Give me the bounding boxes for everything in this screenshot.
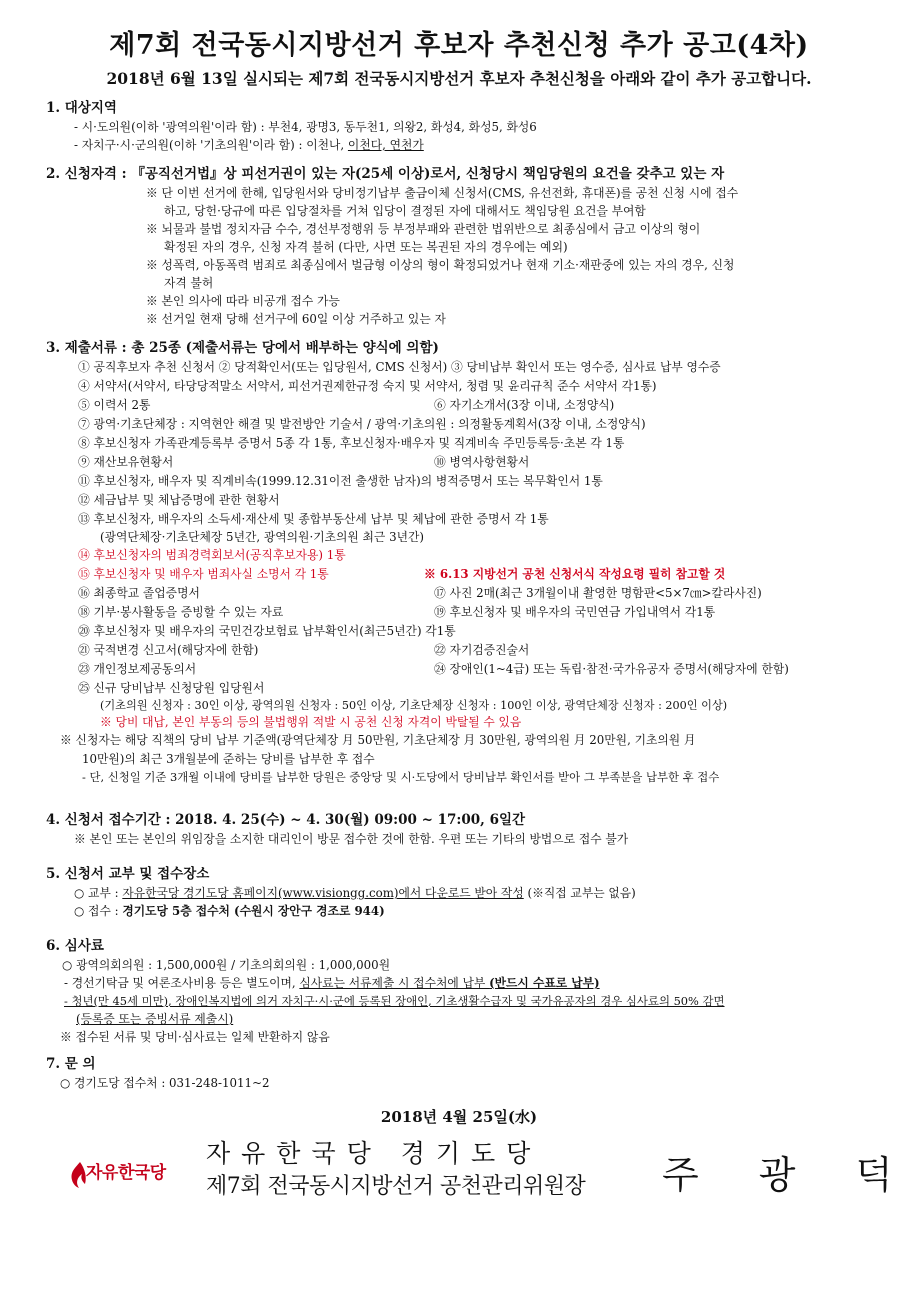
contact-line: ○ 경기도당 접수처 : 031-248-1011~2 bbox=[60, 1076, 270, 1090]
place-label: ○ 교부 : bbox=[74, 886, 123, 900]
eligibility-note-3: ※ 성폭력, 아동폭력 범죄로 최종심에서 벌금형 이상의 형이 확정되었거나 현재 기소·재판중에 있는 자의 경우, 신청 bbox=[146, 258, 735, 272]
doc-warning-note: ※ 6.13 지방선거 공천 신청서식 작성요령 필히 참고할 것 bbox=[424, 567, 726, 581]
doc-row-8: ⑫ 세금납부 및 체납증명에 관한 현황서 bbox=[78, 493, 280, 507]
eligibility-note-4: ※ 본인 의사에 따라 비공개 접수 가능 bbox=[146, 294, 340, 308]
doc-row-11 bbox=[46, 565, 896, 584]
doc-row-17-warning: ※ 당비 대납, 본인 부동의 등의 불법행위 적발 시 공천 신청 자격이 박탈될 수 있음 bbox=[100, 715, 522, 729]
doc-row-9: ⑬ 후보신청자, 배우자의 소득세·재산세 및 종합부동산세 납부 및 체납에 관한 증명서 각 1통 bbox=[78, 512, 549, 526]
page-subtitle: 2018년 6월 13일 실시되는 제7회 전국동시지방선거 후보자 추천신청을 아래와 같이 추가 공고합니다. bbox=[106, 69, 812, 88]
eligibility-note-2-cont: 확정된 자의 경우, 신청 자격 불허 (다만, 사면 또는 복권된 자의 경우에는 예외) bbox=[164, 240, 568, 254]
section-contact bbox=[46, 1054, 896, 1092]
doc-item: ⑱ 기부·봉사활동을 증빙할 수 있는 자료 bbox=[78, 605, 284, 619]
page-title: 제7회 전국동시지방선거 후보자 추천신청 추가 공고(4차) bbox=[109, 30, 809, 61]
fee-payment-emphasis: (반드시 수표로 납부) bbox=[489, 976, 600, 990]
target-local-underlined: 이천다, 연천가 bbox=[347, 138, 424, 152]
doc-row-4: ⑦ 광역·기초단체장 : 지역현안 해결 및 발전방안 기술서 / 광역·기초의원 : 의정활동계획서(3장 이내, 소정양식) bbox=[78, 417, 646, 431]
place-note: (※직접 교부는 없음) bbox=[523, 886, 636, 900]
fee-discount-cont: (등록증 또는 증빙서류 제출시) bbox=[76, 1012, 234, 1026]
doc-row-17: ㉕ 신규 당비납부 신청당원 입당원서 bbox=[78, 681, 265, 695]
doc-item: ㉓ 개인정보제공동의서 bbox=[78, 662, 197, 676]
fee-note-1: ※ 신청자는 해당 직책의 당비 납부 기준액(광역단체장 月 50만원, 기초단체장 月 30만원, 광역의원 月 20만원, 기초의원 月 bbox=[60, 733, 696, 747]
doc-row-10: ⑭ 후보신청자의 범죄경력회보서(공직후보자용) 1통 bbox=[78, 548, 346, 562]
doc-item: ㉒ 자기검증진술서 bbox=[434, 643, 530, 657]
doc-row-1: ① 공직후보자 추천 신청서 ② 당적확인서(또는 입당원서, CMS 신청서) ③ 당비납부 확인서 또는 영수증, 심사료 납부 영수증 bbox=[78, 360, 721, 374]
party-logo bbox=[66, 1158, 206, 1194]
doc-item: ⑯ 최종학교 졸업증명서 bbox=[78, 586, 200, 600]
doc-row-17-cont: (기초의원 신청자 : 30인 이상, 광역의원 신청자 : 50인 이상, 기초단체장 신청자 : 100인 이상, 광역단체장 신청자 : 200인 이상) bbox=[100, 699, 728, 712]
doc-item: ⑤ 이력서 2통 bbox=[78, 398, 151, 412]
target-line-provincial: - 시·도의원(이하 '광역의원'이라 함) : 부천4, 광명3, 동두천1, 의왕2, 화성4, 화성5, 화성6 bbox=[74, 120, 537, 134]
doc-row-9-cont: (광역단체장·기초단체장 5년간, 광역의원·기초의원 최근 3년간) bbox=[100, 530, 424, 544]
doc-row-3 bbox=[46, 396, 896, 415]
signer-name: 주 광 덕 bbox=[662, 1153, 917, 1197]
doc-item: ㉑ 국적변경 신고서(해당자에 한함) bbox=[78, 643, 259, 657]
fee-payment-text: - 경선기탁금 및 여론조사비용 등은 별도이며, bbox=[64, 976, 300, 990]
section-documents bbox=[46, 338, 896, 787]
section-title: 7. 문 의 bbox=[46, 1056, 96, 1072]
place-reception-text: 경기도당 5층 접수처 (수원시 장안구 경조로 944) bbox=[122, 904, 385, 918]
doc-item: ⑮ 후보신청자 및 배우자 범죄사실 소명서 각 1통 bbox=[78, 567, 329, 581]
fee-payment-underlined: 심사료는 서류제출 시 접수처에 납부 bbox=[299, 976, 490, 990]
eligibility-note-2: ※ 뇌물과 불법 정치자금 수수, 경선부정행위 등 부정부패와 관련한 법위반으로 최종심에서 금고 이상의 형이 bbox=[146, 222, 701, 236]
place-reception bbox=[46, 902, 896, 920]
section-title: 4. 신청서 접수기간 : 2018. 4. 25(수) ~ 4. 30(월) 09:00 ~ 17:00, 6일간 bbox=[46, 812, 526, 828]
fee-discount: - 청년(만 45세 미만), 장애인복지법에 의거 자치구·시·군에 등록된 장애인, 기초생활수급자 및 국가유공자의 경우 심사료의 50% 감면 bbox=[64, 994, 725, 1008]
section-eligibility bbox=[46, 164, 896, 328]
doc-item: ⑨ 재산보유현황서 bbox=[78, 455, 174, 469]
torch-icon bbox=[66, 1160, 88, 1190]
section-title: 3. 제출서류 : 총 25종 (제출서류는 당에서 배부하는 양식에 의함) bbox=[46, 340, 439, 356]
doc-row-15 bbox=[46, 641, 896, 660]
doc-item: ⑥ 자기소개서(3장 이내, 소정양식) bbox=[434, 398, 615, 412]
eligibility-note-5: ※ 선거일 현재 당해 선거구에 60일 이상 거주하고 있는 자 bbox=[146, 312, 446, 326]
place-distribution-text: 자유한국당 경기도당 홈페이지(www.visiongg.com)에서 다운로드 받아 작성 bbox=[122, 886, 524, 900]
committee-name: 제7회 전국동시지방선거 공천관리위원장 bbox=[206, 1174, 586, 1199]
fee-note-2: - 단, 신청일 기준 3개월 이내에 당비를 납부한 당원은 중앙당 및 시·도당에서 당비납부 확인서를 받아 그 부족분을 납부한 후 접수 bbox=[82, 770, 720, 784]
target-local-text: - 자치구·시·군의원(이하 '기초의원'이라 함) : 이천나, bbox=[74, 138, 348, 152]
section-target-area bbox=[46, 98, 896, 154]
doc-row-13 bbox=[46, 603, 896, 622]
doc-row-7: ⑪ 후보신청자, 배우자 및 직계비속(1999.12.31이전 출생한 남자)의 병적증명서 또는 복무확인서 1통 bbox=[78, 474, 603, 488]
section-title: 2. 신청자격 : 『공직선거법』상 피선거권이 있는 자(25세 이상)로서, 신청당시 책임당원의 요건을 갖추고 있는 자 bbox=[46, 166, 725, 182]
period-note: ※ 본인 또는 본인의 위임장을 소지한 대리인이 방문 접수한 것에 한함. 우편 또는 기타의 방법으로 접수 불가 bbox=[74, 832, 629, 846]
doc-item: ⑰ 사진 2매(최근 3개월이내 촬영한 명함판<5×7㎝>칼라사진) bbox=[434, 586, 762, 600]
section-title: 6. 심사료 bbox=[46, 938, 104, 954]
doc-row-14: ⑳ 후보신청자 및 배우자의 국민건강보험료 납부확인서(최근5년간) 각1통 bbox=[78, 624, 456, 638]
section-fee bbox=[46, 936, 896, 1046]
target-line-local bbox=[46, 136, 896, 154]
section-title: 5. 신청서 교부 및 접수장소 bbox=[46, 866, 210, 882]
fee-refund-note: ※ 접수된 서류 및 당비·심사료는 일체 반환하지 않음 bbox=[60, 1030, 330, 1044]
doc-row-2: ④ 서약서(서약서, 타당당적말소 서약서, 피선거권제한규정 숙지 및 서약서, 청렴 및 윤리규칙 준수 서약서 각1통) bbox=[78, 379, 657, 393]
section-place bbox=[46, 864, 896, 920]
doc-row-5: ⑧ 후보신청자 가족관계등록부 증명서 5종 각 1통, 후보신청자·배우자 및 직계비속 주민등록등·초본 각 1통 bbox=[78, 436, 625, 450]
eligibility-note-1: ※ 단 이번 선거에 한해, 입당원서와 당비정기납부 출금이체 신청서(CMS, 유선전화, 휴대폰)를 공천 신청 시에 접수 bbox=[146, 186, 739, 200]
doc-row-16 bbox=[46, 660, 896, 679]
doc-item: ㉔ 장애인(1~4급) 또는 독립·참전·국가유공자 증명서(해당자에 한함) bbox=[434, 662, 789, 676]
place-distribution bbox=[46, 884, 896, 902]
fee-payment bbox=[46, 974, 896, 992]
doc-item: ⑩ 병역사항현황서 bbox=[434, 455, 530, 469]
party-logo-text: 자유한국당 bbox=[86, 1163, 166, 1183]
doc-row-12 bbox=[46, 584, 896, 603]
eligibility-note-3-cont: 자격 불허 bbox=[164, 276, 214, 290]
fee-amounts: ○ 광역의회의원 : 1,500,000원 / 기초의회의원 : 1,000,000원 bbox=[62, 958, 391, 972]
place-label: ○ 접수 : bbox=[74, 904, 123, 918]
fee-note-1-cont: 10만원)의 최근 3개월분에 준하는 당비를 납부한 후 접수 bbox=[82, 752, 375, 766]
doc-item: ⑲ 후보신청자 및 배우자의 국민연금 가입내역서 각1통 bbox=[434, 605, 716, 619]
org-name: 자유한국당 경기도당 bbox=[206, 1139, 542, 1168]
eligibility-note-1-cont: 하고, 당헌·당규에 따른 입당절차를 거쳐 입당이 결정된 자에 대해서도 책임당원 요건을 부여함 bbox=[164, 204, 646, 218]
doc-row-6 bbox=[46, 453, 896, 472]
section-title: 1. 대상지역 bbox=[46, 100, 117, 116]
notice-date: 2018년 4월 25일(水) bbox=[380, 1108, 538, 1126]
section-application-period bbox=[46, 810, 896, 848]
